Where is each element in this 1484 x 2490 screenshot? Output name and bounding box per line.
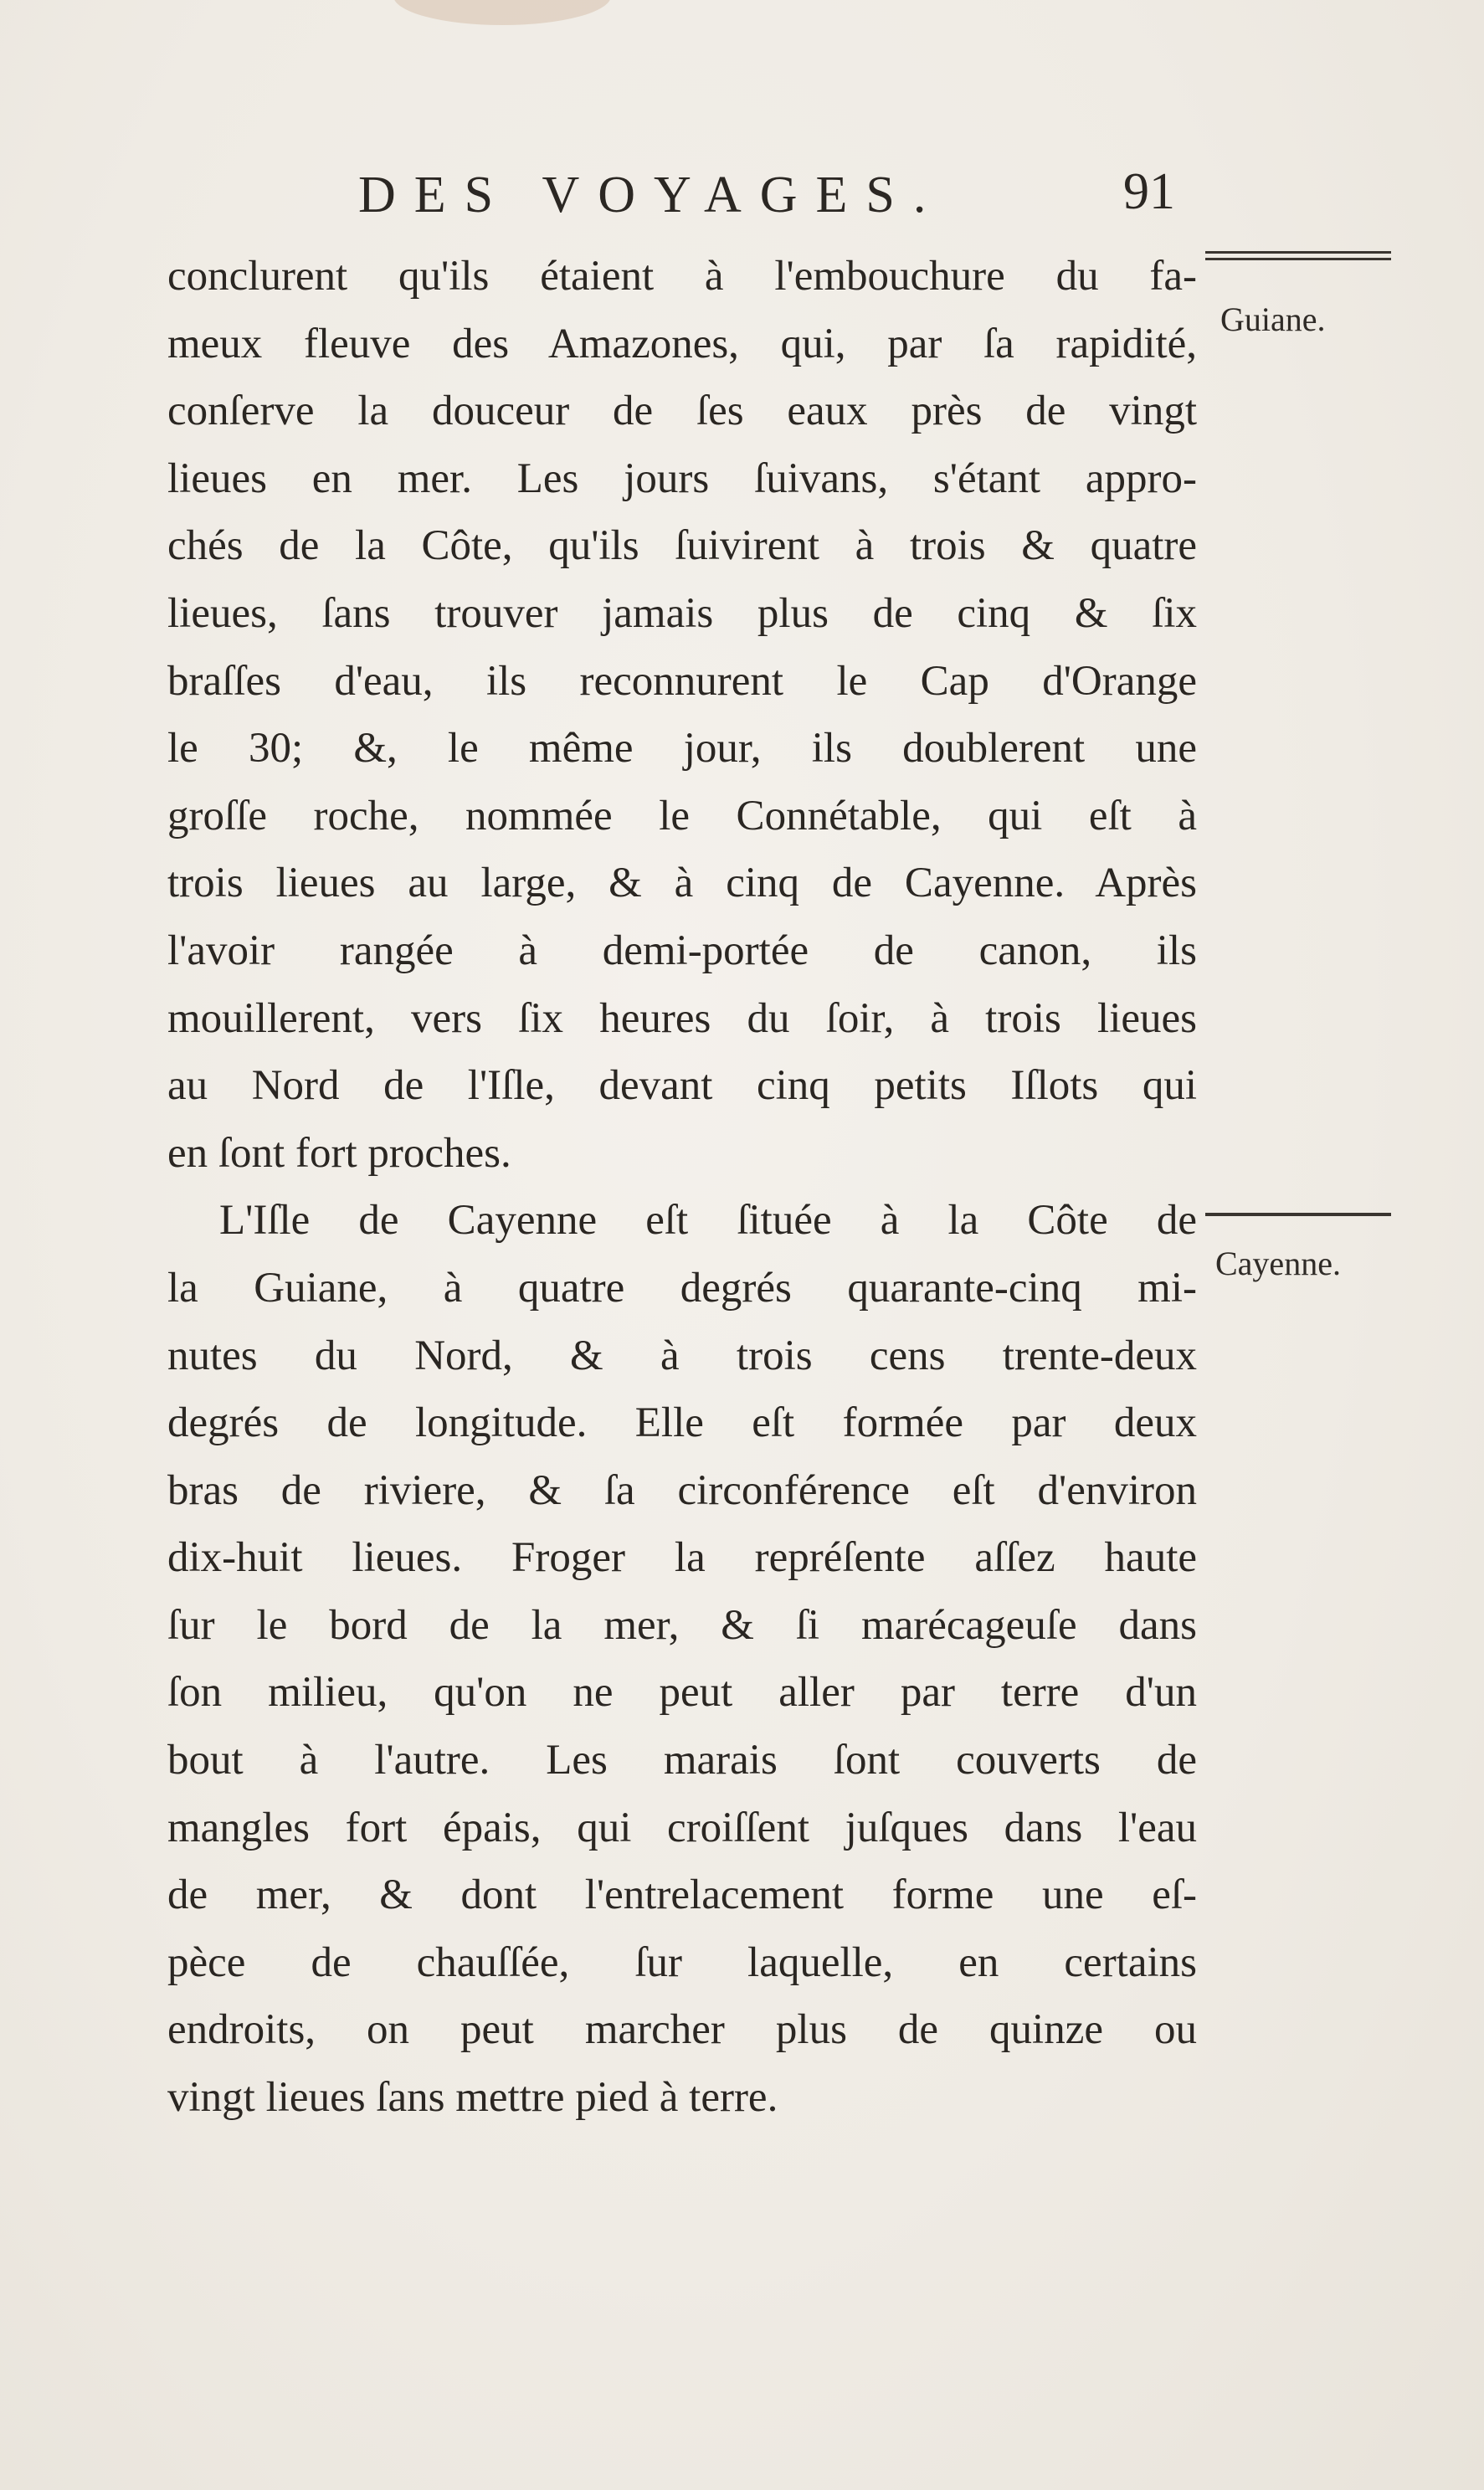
text-line: vingt lieues ſans mettre pied à terre. xyxy=(167,2074,778,2122)
text-line: dix-huit lieues. Froger la repréſente aſſez haute xyxy=(167,1534,1197,1582)
text-line: en ſont fort proches. xyxy=(167,1129,511,1177)
text-line: conclurent qu'ils étaient à l'embouchure du fa- xyxy=(167,253,1197,300)
text-line: de mer, & dont l'entrelacement forme une eſ- xyxy=(167,1871,1197,1919)
margin-rule-guiane xyxy=(1205,251,1391,260)
paper-stain xyxy=(393,0,611,25)
text-line: lieues en mer. Les jours ſuivans, s'étant appro- xyxy=(167,454,1197,502)
text-line: chés de la Côte, qu'ils ſuivirent à trois & quatre xyxy=(167,522,1197,570)
text-line: bras de riviere, & ſa circonférence eſt d'environ xyxy=(167,1466,1197,1514)
text-line: la Guiane, à quatre degrés quarante-cinq mi- xyxy=(167,1264,1197,1312)
text-line: bout à l'autre. Les marais ſont couverts de xyxy=(167,1737,1197,1784)
text-line: L'Iſle de Cayenne eſt ſituée à la Côte de xyxy=(219,1197,1197,1245)
text-line: ſur le bord de la mer, & ſi marécageuſe dans xyxy=(167,1601,1197,1649)
text-line: conſerve la douceur de ſes eaux près de vingt xyxy=(167,388,1197,435)
margin-rule-cayenne xyxy=(1205,1213,1391,1216)
text-line: endroits, on peut marcher plus de quinze ou xyxy=(167,2006,1197,2054)
text-line: pèce de chauſſée, ſur laquelle, en certains xyxy=(167,1938,1197,1986)
text-line: degrés de longitude. Elle eſt formée par deux xyxy=(167,1399,1197,1447)
body-text xyxy=(167,243,1197,2132)
text-line: au Nord de l'Iſle, devant cinq petits Iſlots qui xyxy=(167,1062,1197,1110)
paragraph-2 xyxy=(167,1187,1197,2131)
text-line: mouillerent, vers ſix heures du ſoir, à trois lieues xyxy=(167,994,1197,1042)
running-title: DES VOYAGES. xyxy=(358,167,945,223)
paragraph-1 xyxy=(167,243,1197,1187)
page-number: 91 xyxy=(1123,163,1175,220)
text-line: braſſes d'eau, ils reconnurent le Cap d'Orange xyxy=(167,657,1197,705)
text-line: lieues, ſans trouver jamais plus de cinq & ſix xyxy=(167,589,1197,637)
text-line: meux fleuve des Amazones, qui, par ſa rapidité, xyxy=(167,320,1197,367)
text-line: ſon milieu, qu'on ne peut aller par terre d'un xyxy=(167,1669,1197,1717)
text-line: nutes du Nord, & à trois cens trente-deux xyxy=(167,1332,1197,1379)
text-line: le 30; &, le même jour, ils doublerent une xyxy=(167,725,1197,773)
text-line: trois lieues au large, & à cinq de Cayenne. Après xyxy=(167,860,1197,907)
text-line: l'avoir rangée à demi-portée de canon, ils xyxy=(167,927,1197,974)
margin-note-cayenne: Cayenne. xyxy=(1215,1245,1341,1282)
text-line: groſſe roche, nommée le Connétable, qui eſt à xyxy=(167,792,1197,839)
running-head xyxy=(167,163,1214,233)
text-line: mangles fort épais, qui croiſſent juſques dans l'eau xyxy=(167,1804,1197,1851)
margin-note-guiane: Guiane. xyxy=(1220,300,1326,338)
